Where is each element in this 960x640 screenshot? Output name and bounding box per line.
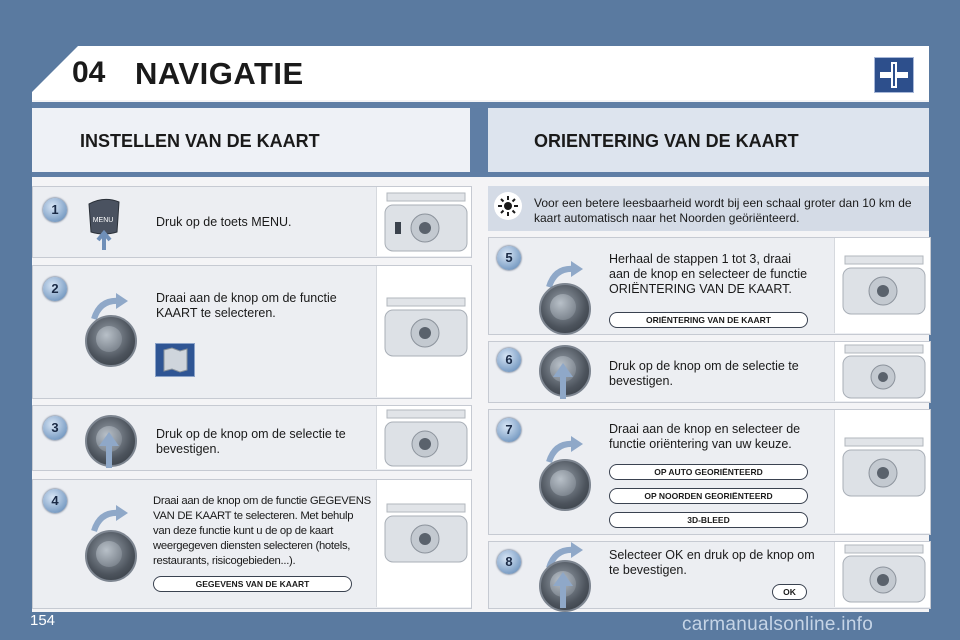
tip-text: Voor een betere leesbaarheid wordt bij een schaal groter dan 10 km de kaart automatisch naar het Noorden geöriënteerd.: [534, 196, 912, 225]
page-title: NAVIGATIE: [135, 56, 304, 91]
option-orientering-van-de-kaart[interactable]: ORIËNTERING VAN DE KAART: [609, 312, 808, 328]
press-arrow-icon: [552, 363, 574, 399]
step-5-text: Herhaal de stappen 1 tot 3, draai aan de knop en selecteer de functie ORIËNTERING VAN DE KAART.: [609, 252, 808, 296]
step-7-text: Draai aan de knop en selecteer de functie oriëntering van uw keuze.: [609, 422, 801, 451]
chapter-number: 04: [72, 56, 106, 89]
rotary-knob: [539, 283, 591, 335]
step-3-text: Druk op de knop om de selectie te bevestigen.: [156, 427, 346, 456]
menu-button-label: MENU: [92, 217, 114, 224]
option-3d-bleed[interactable]: 3D-BLEED: [609, 512, 808, 528]
watermark: carmanualsonline.info: [682, 614, 874, 635]
step-1-number: 1: [43, 198, 67, 222]
console-illustration: [376, 406, 471, 469]
console-illustration: [834, 542, 930, 607]
rotary-knob: [539, 459, 591, 511]
step-3-number: 3: [43, 416, 67, 440]
navigation-crossroad-icon: [874, 57, 914, 93]
step-8-number: 8: [497, 550, 521, 574]
map-icon: [155, 343, 195, 377]
rotary-knob: [85, 315, 137, 367]
lightbulb-icon: [494, 192, 522, 220]
console-illustration: [376, 187, 471, 256]
page-number: 154: [30, 612, 56, 629]
step-5-number: 5: [497, 246, 521, 270]
console-illustration: [376, 480, 471, 607]
step-7-number: 7: [497, 418, 521, 442]
console-illustration: [834, 410, 930, 533]
console-illustration: [376, 266, 471, 397]
option-op-noorden-georienteerd[interactable]: OP NOORDEN GEORIËNTEERD: [609, 488, 808, 504]
step-6-number: 6: [497, 348, 521, 372]
console-illustration: [834, 238, 930, 333]
section-title-right: ORIENTERING VAN DE KAART: [534, 131, 799, 151]
section-title-left: INSTELLEN VAN DE KAART: [80, 131, 320, 151]
menu-button-icon: [86, 196, 122, 250]
press-arrow-icon: [552, 572, 574, 608]
step-1-text: Druk op de toets MENU.: [156, 215, 292, 229]
console-illustration: [834, 342, 930, 401]
ok-option[interactable]: OK: [772, 584, 807, 600]
step-4-number: 4: [43, 489, 67, 513]
step-6-text: Druk op de knop om de selectie te bevestigen.: [609, 359, 799, 388]
step-2-text: Draai aan de knop om de functie KAART te selecteren.: [156, 291, 337, 320]
step-2-number: 2: [43, 277, 67, 301]
step-4-text: Draai aan de knop om de functie GEGEVENS VAN DE KAART te selecteren. Met behulp van deze functie kunt u de op de kaart weergegeven diensten selecteren (hotels, restaurants, risicogebieden...).: [153, 495, 371, 567]
option-op-auto-georienteerd[interactable]: OP AUTO GEORIËNTEERD: [609, 464, 808, 480]
option-gegevens-van-de-kaart[interactable]: GEGEVENS VAN DE KAART: [153, 576, 352, 592]
step-8-text: Selecteer OK en druk op de knop om te bevestigen.: [609, 548, 815, 577]
press-arrow-icon: [98, 432, 120, 468]
rotary-knob: [85, 530, 137, 582]
